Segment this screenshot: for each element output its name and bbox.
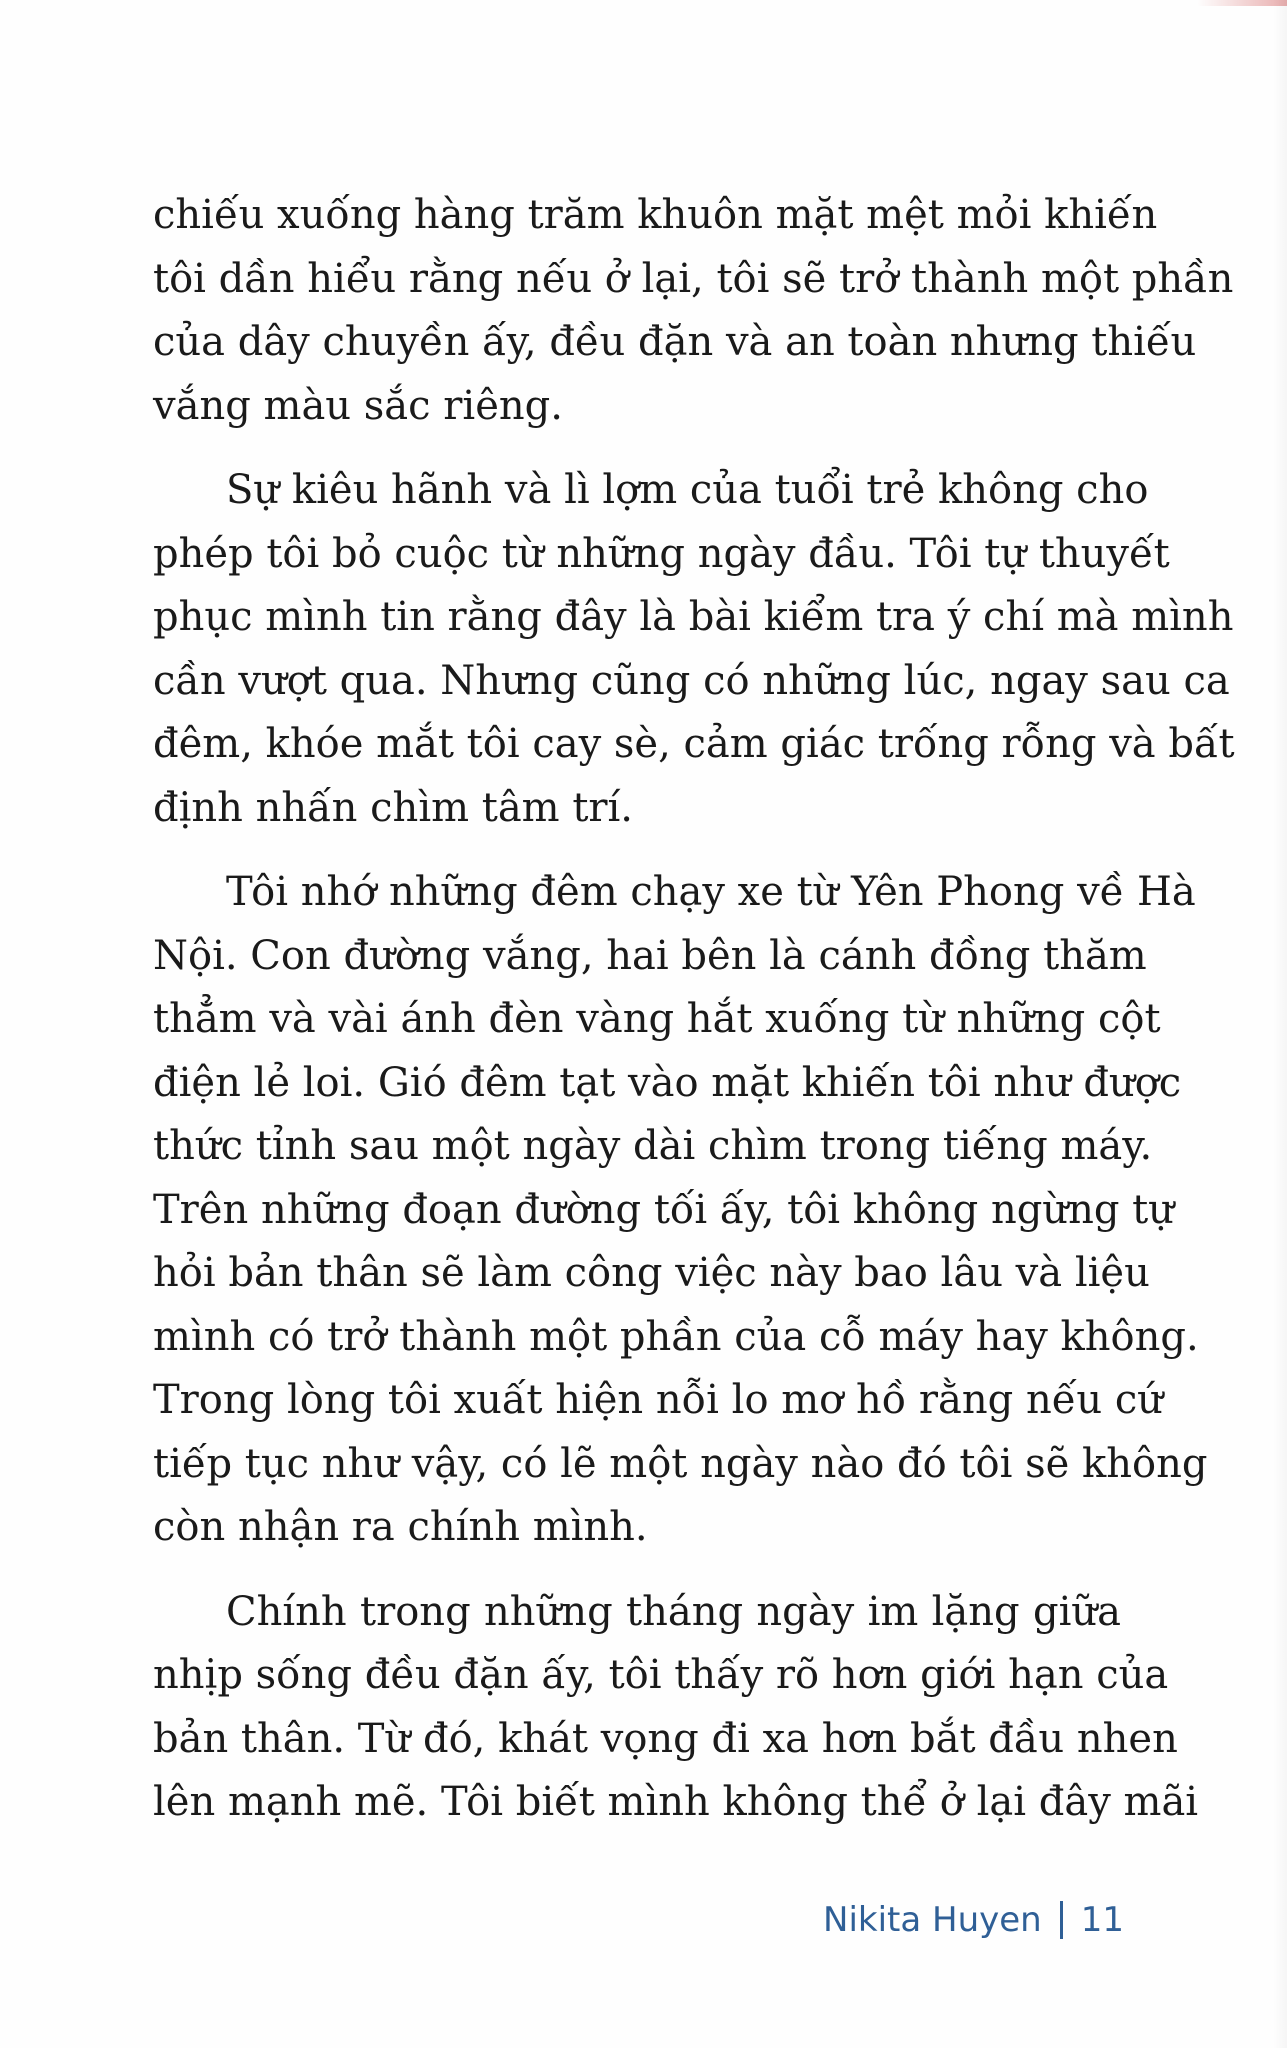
body-text [153, 184, 1235, 1856]
paragraph-2 [153, 459, 1235, 840]
footer-separator [1060, 1901, 1063, 1939]
running-footer-author: Nikita Huyen [823, 1900, 1042, 1940]
text-line: phục mình tin rằng đây là bài kiểm tra ý chí mà mình [153, 594, 1234, 640]
text-line: thức tỉnh sau một ngày dài chìm trong tiếng máy. [153, 1123, 1153, 1169]
page-footer [823, 1900, 1124, 1940]
page-number: 11 [1080, 1900, 1124, 1940]
text-line: Chính trong những tháng ngày im lặng giữa [226, 1588, 1121, 1635]
text-line: vắng màu sắc riêng. [153, 382, 563, 429]
text-line: tôi dần hiểu rằng nếu ở lại, tôi sẽ trở thành một phần [153, 255, 1234, 302]
text-line: Trên những đoạn đường tối ấy, tôi không ngừng tự [153, 1186, 1175, 1233]
text-line: nhịp sống đều đặn ấy, tôi thấy rõ hơn giới hạn của [153, 1652, 1169, 1698]
paragraph-4 [153, 1581, 1199, 1835]
text-line: còn nhận ra chính mình. [153, 1504, 648, 1550]
text-line: đêm, khóe mắt tôi cay sè, cảm giác trống rỗng và bất [153, 721, 1235, 767]
text-line: thẳm và vài ánh đèn vàng hắt xuống từ những cột [153, 996, 1161, 1042]
paragraph-3 [153, 861, 1208, 1560]
text-line: định nhấn chìm tâm trí. [153, 784, 634, 831]
text-line: tiếp tục như vậy, có lẽ một ngày nào đó tôi sẽ không [153, 1440, 1208, 1487]
text-line: phép tôi bỏ cuộc từ những ngày đầu. Tôi tự thuyết [153, 530, 1170, 577]
text-line: Sự kiêu hãnh và lì lợm của tuổi trẻ không cho [226, 467, 1149, 513]
text-line: điện lẻ loi. Gió đêm tạt vào mặt khiến tôi như được [153, 1059, 1182, 1106]
text-line: lên mạnh mẽ. Tôi biết mình không thể ở lại đây mãi [153, 1779, 1199, 1825]
text-line: hỏi bản thân sẽ làm công việc này bao lâu và liệu [153, 1250, 1150, 1296]
page-edge-shadow [1273, 0, 1287, 2048]
text-line: cần vượt qua. Nhưng cũng có những lúc, ngay sau ca [153, 657, 1230, 704]
paragraph-1 [153, 184, 1234, 438]
text-line: chiếu xuống hàng trăm khuôn mặt mệt mỏi khiến [153, 192, 1158, 238]
text-line: của dây chuyền ấy, đều đặn và an toàn nhưng thiếu [153, 319, 1197, 365]
text-line: mình có trở thành một phần của cỗ máy hay không. [153, 1313, 1199, 1360]
text-line: Nội. Con đường vắng, hai bên là cánh đồng thăm [153, 932, 1147, 979]
text-line: Tôi nhớ những đêm chạy xe từ Yên Phong về Hà [226, 869, 1196, 915]
text-line: bản thân. Từ đó, khát vọng đi xa hơn bắt đầu nhen [153, 1715, 1178, 1762]
text-line: Trong lòng tôi xuất hiện nỗi lo mơ hồ rằng nếu cứ [153, 1377, 1163, 1423]
